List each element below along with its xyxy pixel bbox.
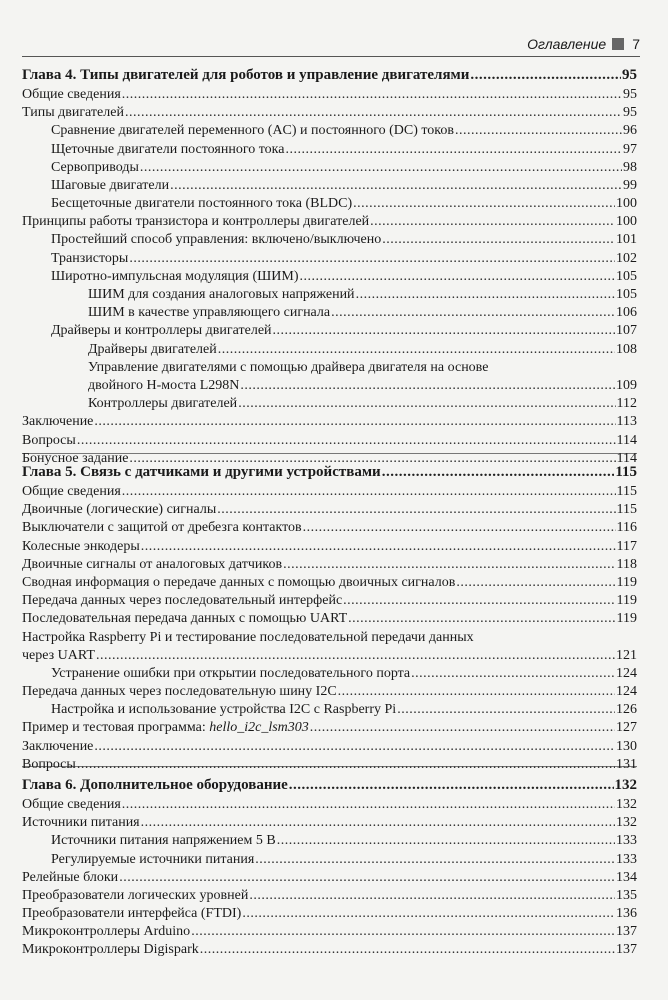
dot-leader bbox=[303, 519, 616, 537]
toc-entry[interactable] bbox=[22, 359, 637, 395]
entry-page-number: 95 bbox=[623, 105, 637, 121]
entry-page-number: 114 bbox=[616, 432, 637, 448]
toc-entry[interactable] bbox=[22, 86, 637, 104]
toc-entry[interactable] bbox=[22, 665, 637, 683]
entry-title: Устранение ошибки при открытии последовательного порта bbox=[51, 665, 411, 681]
dot-leader bbox=[122, 86, 622, 104]
entry-title: Передача данных через последовательную шину I2C bbox=[22, 684, 337, 700]
dot-leader bbox=[141, 814, 615, 832]
entry-page-number: 136 bbox=[616, 906, 637, 922]
header-square-icon bbox=[612, 38, 624, 50]
chapter-title: Глава 5. Связь с датчиками и другими устройствами bbox=[22, 464, 381, 480]
dot-leader bbox=[348, 610, 615, 628]
entry-page-number: 99 bbox=[623, 177, 637, 193]
entry-page-number: 124 bbox=[616, 684, 637, 700]
entry-title: Микроконтроллеры Arduino bbox=[22, 924, 191, 940]
entry-title: Общие сведения bbox=[22, 86, 121, 102]
entry-title: Двоичные (логические) сигналы bbox=[22, 502, 217, 518]
dot-leader bbox=[382, 461, 615, 483]
header-section-title: Оглавление bbox=[527, 36, 607, 52]
entry-page-number: 100 bbox=[616, 214, 637, 230]
entry-title: Шаговые двигатели bbox=[51, 177, 170, 193]
entry-page-number: 101 bbox=[616, 232, 637, 248]
dot-leader bbox=[125, 104, 622, 122]
chapter-page-number: 95 bbox=[622, 67, 637, 83]
entry-page-number: 116 bbox=[616, 520, 637, 536]
entry-page-number: 124 bbox=[616, 665, 637, 681]
dot-leader bbox=[455, 122, 622, 140]
entry-title: Драйверы двигателей bbox=[88, 341, 217, 357]
dot-leader bbox=[141, 538, 616, 556]
dot-leader bbox=[310, 719, 615, 737]
entry-page-number: 134 bbox=[616, 869, 637, 885]
entry-page-number: 109 bbox=[616, 378, 637, 393]
dot-leader bbox=[240, 377, 615, 395]
entry-title: ШИМ для создания аналоговых напряжений bbox=[88, 287, 355, 303]
entry-page-number: 130 bbox=[616, 738, 637, 754]
toc-entry[interactable] bbox=[22, 213, 637, 231]
toc-entry[interactable] bbox=[22, 483, 637, 501]
entry-title: Общие сведения bbox=[22, 796, 121, 812]
dot-leader bbox=[370, 213, 615, 231]
entry-page-number: 121 bbox=[616, 647, 637, 663]
entry-title-line2: двойного H-моста L298N bbox=[88, 378, 240, 393]
entry-page-number: 105 bbox=[616, 268, 637, 284]
toc-entry[interactable] bbox=[22, 413, 637, 431]
dot-leader bbox=[140, 159, 622, 177]
toc-entry[interactable] bbox=[22, 738, 637, 756]
toc-chapter-heading[interactable] bbox=[22, 64, 637, 86]
dot-leader bbox=[94, 413, 615, 431]
entry-page-number: 112 bbox=[616, 396, 637, 412]
dot-leader bbox=[343, 592, 615, 610]
dot-leader bbox=[289, 774, 614, 796]
entry-title: Пример и тестовая программа: hello_i2c_lsm303 bbox=[22, 720, 309, 736]
toc-entry[interactable] bbox=[22, 832, 637, 850]
entry-title: Щеточные двигатели постоянного тока bbox=[51, 141, 285, 157]
entry-title: Широтно-импульсная модуляция (ШИМ) bbox=[51, 268, 299, 284]
entry-title-line1: Управление двигателями с помощью драйвера двигателя на основе bbox=[88, 359, 489, 375]
toc-entry[interactable] bbox=[22, 923, 637, 941]
dot-leader bbox=[255, 851, 615, 869]
entry-title: Заключение bbox=[22, 414, 94, 430]
header-page-number: 7 bbox=[632, 36, 640, 52]
toc-entry[interactable] bbox=[22, 869, 637, 887]
entry-page-number: 117 bbox=[616, 538, 637, 554]
entry-title: Простейший способ управления: включено/выключено bbox=[51, 232, 382, 248]
dot-leader bbox=[238, 395, 615, 413]
entry-title: Вопросы bbox=[22, 432, 76, 448]
entry-title: Контроллеры двигателей bbox=[88, 396, 238, 412]
chapter-title: Глава 4. Типы двигателей для роботов и управление двигателями bbox=[22, 67, 470, 83]
dot-leader bbox=[331, 304, 615, 322]
dot-leader bbox=[217, 501, 615, 519]
entry-page-number: 98 bbox=[623, 159, 637, 175]
entry-title: Настройка и использование устройства I2C с Raspberry Pi bbox=[51, 702, 397, 718]
toc-entry[interactable] bbox=[22, 141, 637, 159]
entry-title: Драйверы и контроллеры двигателей bbox=[51, 323, 272, 339]
dot-leader bbox=[77, 432, 616, 450]
dot-leader bbox=[356, 286, 615, 304]
entry-title: Релейные блоки bbox=[22, 869, 119, 885]
toc-entry[interactable] bbox=[22, 629, 637, 665]
toc-entry[interactable] bbox=[22, 395, 637, 413]
dot-leader bbox=[397, 701, 615, 719]
toc-entry[interactable] bbox=[22, 796, 637, 814]
entry-page-number: 135 bbox=[616, 887, 637, 903]
dot-leader bbox=[411, 665, 615, 683]
dot-leader bbox=[94, 738, 615, 756]
entry-title: Источники питания bbox=[22, 815, 140, 831]
dot-leader bbox=[338, 683, 615, 701]
entry-title-line1: Настройка Raspberry Pi и тестирование последовательной передачи данных bbox=[22, 629, 474, 645]
entry-page-number: 137 bbox=[616, 924, 637, 940]
entry-page-number: 115 bbox=[616, 502, 637, 518]
dot-leader bbox=[273, 322, 615, 340]
toc-entry[interactable] bbox=[22, 592, 637, 610]
dot-leader bbox=[353, 195, 615, 213]
toc-entry[interactable] bbox=[22, 195, 637, 213]
entry-title: Общие сведения bbox=[22, 483, 121, 499]
toc-chapter bbox=[22, 64, 637, 468]
entry-title: Выключатели с защитой от дребезга контактов bbox=[22, 520, 302, 536]
entry-page-number: 131 bbox=[616, 756, 637, 772]
chapter-page-number: 115 bbox=[615, 464, 637, 480]
toc-entry[interactable] bbox=[22, 683, 637, 701]
entry-title: Преобразователи интерфейса (FTDI) bbox=[22, 906, 242, 922]
entry-page-number: 132 bbox=[616, 796, 637, 812]
entry-page-number: 105 bbox=[616, 287, 637, 303]
dot-leader bbox=[249, 887, 615, 905]
toc-entry[interactable] bbox=[22, 122, 637, 140]
entry-title: Сравнение двигателей переменного (AC) и постоянного (DC) токов bbox=[51, 123, 454, 139]
entry-page-number: 137 bbox=[616, 942, 637, 958]
entry-title: Преобразователи логических уровней bbox=[22, 887, 249, 903]
dot-leader bbox=[77, 756, 615, 774]
toc-chapter-heading[interactable] bbox=[22, 461, 637, 483]
entry-title: Сводная информация о передаче данных с помощью двоичных сигналов bbox=[22, 574, 456, 590]
toc-chapter bbox=[22, 461, 637, 774]
toc-entry[interactable] bbox=[22, 701, 637, 719]
dot-leader bbox=[170, 177, 622, 195]
entry-page-number: 126 bbox=[616, 702, 637, 718]
entry-page-number: 133 bbox=[616, 833, 637, 849]
entry-title: Источники питания напряжением 5 В bbox=[51, 833, 276, 849]
toc-entry[interactable] bbox=[22, 887, 637, 905]
entry-page-number: 119 bbox=[616, 593, 637, 609]
entry-title: Колесные энкодеры bbox=[22, 538, 140, 554]
entry-title-line2: через UART bbox=[22, 647, 95, 663]
entry-title: Бонусное задание bbox=[22, 450, 129, 466]
entry-title: Регулируемые источники питания bbox=[51, 851, 255, 867]
dot-leader bbox=[283, 556, 615, 574]
entry-title: Сервоприводы bbox=[51, 159, 139, 175]
entry-page-number: 133 bbox=[616, 851, 637, 867]
toc-entry[interactable] bbox=[22, 177, 637, 195]
toc-entry[interactable] bbox=[22, 519, 637, 537]
toc-chapter-heading[interactable] bbox=[22, 774, 637, 796]
entry-title: Принципы работы транзистора и контроллеры двигателей bbox=[22, 214, 370, 230]
entry-continuation bbox=[22, 647, 637, 665]
toc-entry[interactable] bbox=[22, 232, 637, 250]
toc-entry[interactable] bbox=[22, 104, 637, 122]
toc-entry[interactable] bbox=[22, 756, 637, 774]
entry-page-number: 100 bbox=[616, 196, 637, 212]
dot-leader bbox=[122, 796, 615, 814]
dot-leader bbox=[242, 905, 615, 923]
toc-entry[interactable] bbox=[22, 538, 637, 556]
toc-entry[interactable] bbox=[22, 286, 637, 304]
dot-leader bbox=[200, 941, 615, 959]
toc-entry[interactable] bbox=[22, 304, 637, 322]
entry-page-number: 102 bbox=[616, 250, 637, 266]
dot-leader bbox=[382, 231, 615, 249]
toc-entry[interactable] bbox=[22, 814, 637, 832]
entry-title-italic: hello_i2c_lsm303 bbox=[209, 720, 309, 736]
entry-page-number: 106 bbox=[616, 305, 637, 321]
toc-entry[interactable] bbox=[22, 942, 637, 960]
entry-title: Передача данных через последовательный интерфейс bbox=[22, 593, 343, 609]
dot-leader bbox=[122, 483, 616, 501]
dot-leader bbox=[285, 141, 622, 159]
entry-title: Вопросы bbox=[22, 756, 76, 772]
running-header bbox=[22, 32, 640, 57]
toc-chapter bbox=[22, 774, 637, 960]
entry-title: Двоичные сигналы от аналоговых датчиков bbox=[22, 556, 283, 572]
dot-leader bbox=[218, 341, 615, 359]
entry-page-number: 115 bbox=[616, 483, 637, 499]
entry-page-number: 113 bbox=[616, 414, 637, 430]
toc-entry[interactable] bbox=[22, 268, 637, 286]
entry-page-number: 114 bbox=[616, 450, 637, 466]
dot-leader bbox=[96, 647, 615, 665]
toc-entry[interactable] bbox=[22, 851, 637, 869]
entry-continuation bbox=[88, 377, 637, 395]
toc-entry[interactable] bbox=[22, 432, 637, 450]
dot-leader bbox=[191, 923, 615, 941]
dot-leader bbox=[456, 574, 615, 592]
entry-page-number: 107 bbox=[616, 323, 637, 339]
toc-entry[interactable] bbox=[22, 556, 637, 574]
entry-title: Бесщеточные двигатели постоянного тока (BLDC) bbox=[51, 196, 353, 212]
dot-leader bbox=[119, 869, 615, 887]
entry-page-number: 95 bbox=[623, 86, 637, 102]
toc-entry[interactable] bbox=[22, 322, 637, 340]
entry-page-number: 132 bbox=[616, 815, 637, 831]
entry-page-number: 118 bbox=[616, 556, 637, 572]
entry-page-number: 119 bbox=[616, 574, 637, 590]
entry-title: Микроконтроллеры Digispark bbox=[22, 942, 199, 958]
entry-title: Типы двигателей bbox=[22, 105, 124, 121]
dot-leader bbox=[277, 832, 615, 850]
chapter-page-number: 132 bbox=[614, 777, 637, 793]
toc-entry[interactable] bbox=[22, 610, 637, 628]
entry-title: ШИМ в качестве управляющего сигнала bbox=[88, 305, 331, 321]
toc-entry[interactable] bbox=[22, 574, 637, 592]
entry-page-number: 96 bbox=[623, 123, 637, 139]
entry-title: Заключение bbox=[22, 738, 94, 754]
chapter-title: Глава 6. Дополнительное оборудование bbox=[22, 777, 288, 793]
toc-entry[interactable] bbox=[22, 905, 637, 923]
entry-page-number: 119 bbox=[616, 611, 637, 627]
toc-entry[interactable] bbox=[22, 250, 637, 268]
entry-page-number: 108 bbox=[616, 341, 637, 357]
toc-entry[interactable] bbox=[22, 719, 637, 737]
toc-entry[interactable] bbox=[22, 341, 637, 359]
entry-page-number: 97 bbox=[623, 141, 637, 157]
entry-page-number: 127 bbox=[616, 720, 637, 736]
entry-title: Транзисторы bbox=[51, 250, 129, 266]
toc-entry[interactable] bbox=[22, 501, 637, 519]
entry-title: Последовательная передача данных с помощью UART bbox=[22, 611, 348, 627]
dot-leader bbox=[129, 250, 615, 268]
toc-entry[interactable] bbox=[22, 159, 637, 177]
dot-leader bbox=[470, 64, 621, 86]
dot-leader bbox=[299, 268, 615, 286]
